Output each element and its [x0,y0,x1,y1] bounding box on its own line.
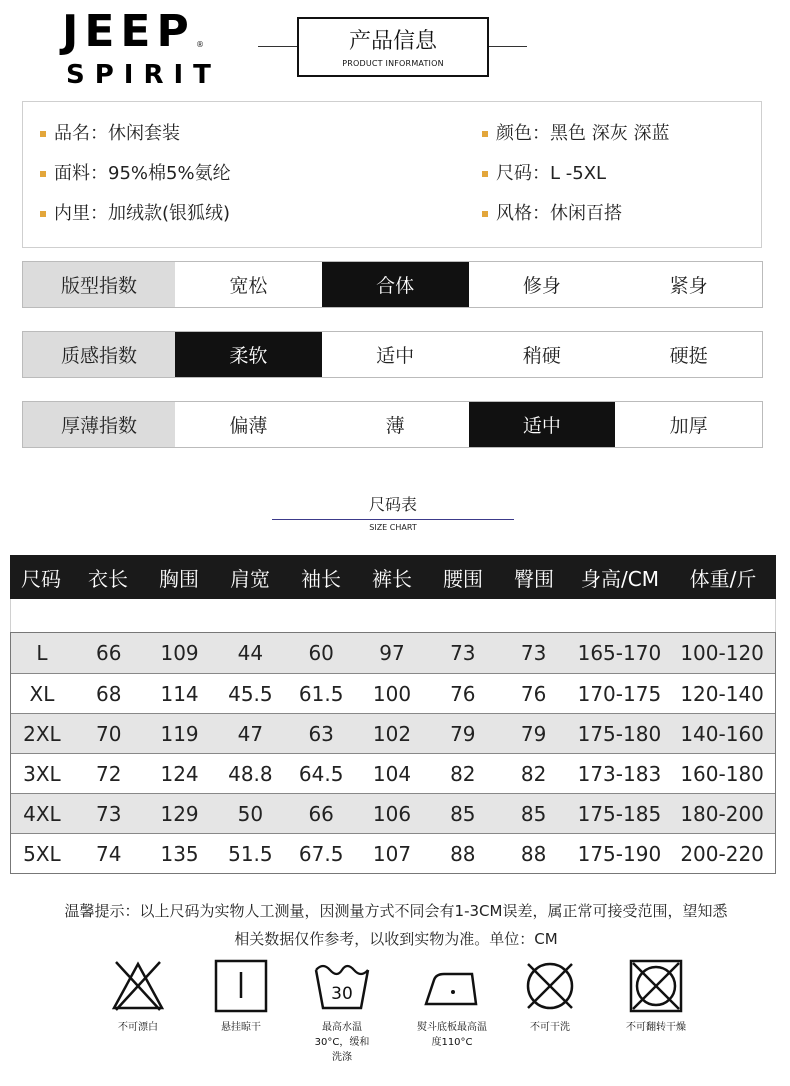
measure-cell: 72 [96,761,122,786]
table-row [11,713,775,753]
brand-line1: JEEP [62,6,195,57]
size-chart-title-block [272,492,514,532]
note-line-1: 温馨提示：以上尺码为实物人工测量，因测量方式不同会有1-3CM误差，属正常可接受范围，望知悉 [64,902,728,920]
measure-cell: 70 [96,721,122,746]
measure-cell: 79 [520,721,547,746]
column-header: 胸围 [159,566,199,591]
care-item-no-bleach [98,958,178,1035]
info-item-fabric: 面料：95%棉5%氨纶 [40,164,231,184]
info-item-lining: 内里：加绒款(银狐绒) [40,204,230,224]
measure-cell: 60 [308,641,334,665]
measure-cell: 48.8 [228,761,273,786]
note-line-2: 相关数据仅作参考，以收到实物为准。单位：CM [234,930,558,948]
texture-option-selected: 柔软 [175,332,322,377]
thickness-index-row [22,401,763,448]
measure-cell: 129 [160,801,199,826]
bullet-icon [482,171,488,177]
thickness-option: 薄 [385,415,405,437]
thickness-index-label: 厚薄指数 [23,402,175,447]
measure-cell: 124 [160,761,199,786]
table-spacer [10,599,776,632]
measure-cell: 120-140 [680,681,764,706]
brand-logo [62,6,221,90]
info-item-style: 风格：休闲百搭 [482,204,622,224]
section-title: 产品信息 [348,29,437,54]
section-title-box [297,17,489,77]
care-label: 不可翻转干燥 [626,1022,686,1033]
measure-cell: 76 [450,681,476,706]
measure-cell: 82 [450,761,476,786]
wash-temperature: 30 [331,984,353,1004]
column-header: 尺码 [21,566,61,591]
size-cell: L [36,641,48,665]
size-cell: XL [29,681,55,706]
texture-option: 适中 [376,345,415,367]
product-info-box [22,101,762,248]
size-cell: 5XL [23,841,61,866]
measure-cell: 85 [520,801,547,826]
fit-option: 紧身 [669,275,708,297]
measure-cell: 97 [379,641,405,665]
measure-cell: 173-183 [577,761,662,786]
measure-cell: 74 [96,841,122,866]
care-label: 悬挂晾干 [221,1022,261,1033]
thickness-option: 加厚 [669,415,708,437]
thickness-option-selected: 适中 [469,402,616,447]
measure-cell: 100-120 [680,641,764,665]
measure-cell: 160-180 [680,761,764,786]
size-chart-rule [272,519,514,520]
fit-index-row [22,261,763,308]
table-row [11,793,775,833]
info-item-size: 尺码：L -5XL [482,164,606,184]
size-note [20,897,772,953]
iron-low-icon [420,958,484,1014]
info-item-color: 颜色：黑色 深灰 深蓝 [482,124,669,144]
fit-option: 宽松 [229,275,268,297]
size-chart-title: 尺码表 [368,495,417,514]
title-rule-left [258,46,298,47]
measure-cell: 85 [450,801,476,826]
texture-option: 硬挺 [669,345,708,367]
texture-index-label: 质感指数 [23,332,175,377]
measure-cell: 175-180 [577,721,662,746]
care-item-no-tumble-dry [614,958,698,1035]
measure-cell: 88 [450,841,476,866]
fit-option: 修身 [522,275,561,297]
thickness-option: 偏薄 [229,415,268,437]
bullet-icon [40,171,46,177]
no-bleach-icon [110,958,166,1014]
column-header: 腰围 [443,566,483,591]
measure-cell: 135 [160,841,199,866]
measure-cell: 180-200 [680,801,764,826]
title-rule-right [489,46,527,47]
measure-cell: 73 [520,641,547,665]
table-row [11,633,775,673]
size-cell: 3XL [23,761,61,786]
measure-cell: 66 [308,801,334,826]
measure-cell: 73 [96,801,122,826]
no-dry-clean-icon [522,958,578,1014]
column-header: 肩宽 [230,566,270,591]
measure-cell: 44 [237,641,264,665]
size-table-header [10,555,776,599]
measure-cell: 88 [520,841,547,866]
measure-cell: 140-160 [680,721,764,746]
measure-cell: 107 [372,841,412,866]
care-item-no-dry-clean [512,958,588,1035]
measure-cell: 68 [96,681,122,706]
bullet-icon [482,131,488,137]
measure-cell: 73 [450,641,476,665]
measure-cell: 47 [237,721,264,746]
table-row [11,753,775,793]
measure-cell: 45.5 [228,681,273,706]
column-header: 身高/CM [581,566,659,591]
column-header: 裤长 [372,566,412,591]
measure-cell: 67.5 [298,841,344,866]
care-item-iron [410,958,494,1050]
texture-option: 稍硬 [522,345,561,367]
table-row [11,833,775,873]
measure-cell: 175-185 [577,801,662,826]
care-label: 不可干洗 [530,1022,570,1033]
measure-cell: 63 [308,721,334,746]
bullet-icon [40,131,46,137]
measure-cell: 61.5 [298,681,344,706]
section-subtitle: PRODUCT INFORMATION [342,59,444,68]
texture-index-row [22,331,763,378]
bullet-icon [40,211,46,217]
size-table-body [10,632,776,874]
measure-cell: 104 [372,761,412,786]
measure-cell: 82 [520,761,547,786]
brand-line2: SPIRIT [66,60,221,90]
measure-cell: 102 [372,721,412,746]
measure-cell: 109 [160,641,199,665]
column-header: 体重/斤 [689,566,757,591]
care-item-wash-30 [302,958,382,1065]
care-label: 不可漂白 [118,1022,158,1033]
measure-cell: 175-190 [577,841,662,866]
measure-cell: 200-220 [680,841,764,866]
size-cell: 2XL [23,721,61,746]
measure-cell: 66 [96,641,122,665]
measure-cell: 50 [237,801,264,826]
wash-30-icon [313,958,371,1014]
care-label: 熨斗底板最高温度110°C [417,1022,487,1048]
fit-option-selected: 合体 [322,262,469,307]
info-item-name: 品名：休闲套装 [40,124,180,144]
measure-cell: 100 [372,681,412,706]
care-item-hang-dry [201,958,281,1035]
column-header: 臀围 [514,566,554,591]
measure-cell: 64.5 [298,761,344,786]
registered-mark: ® [196,40,204,49]
measure-cell: 114 [160,681,199,706]
measure-cell: 106 [372,801,412,826]
fit-index-label: 版型指数 [23,262,175,307]
care-label: 最高水温30°C，缓和洗涤 [314,1022,370,1063]
no-tumble-dry-icon [628,958,684,1014]
hang-dry-icon [213,958,269,1014]
size-cell: 4XL [23,801,61,826]
size-chart-subtitle: SIZE CHART [369,523,417,532]
measure-cell: 165-170 [577,641,662,665]
measure-cell: 51.5 [228,841,273,866]
column-header: 衣长 [88,566,128,591]
column-header: 袖长 [301,566,341,591]
bullet-icon [482,211,488,217]
measure-cell: 79 [450,721,476,746]
measure-cell: 119 [160,721,199,746]
measure-cell: 170-175 [577,681,662,706]
table-row [11,673,775,713]
measure-cell: 76 [520,681,547,706]
